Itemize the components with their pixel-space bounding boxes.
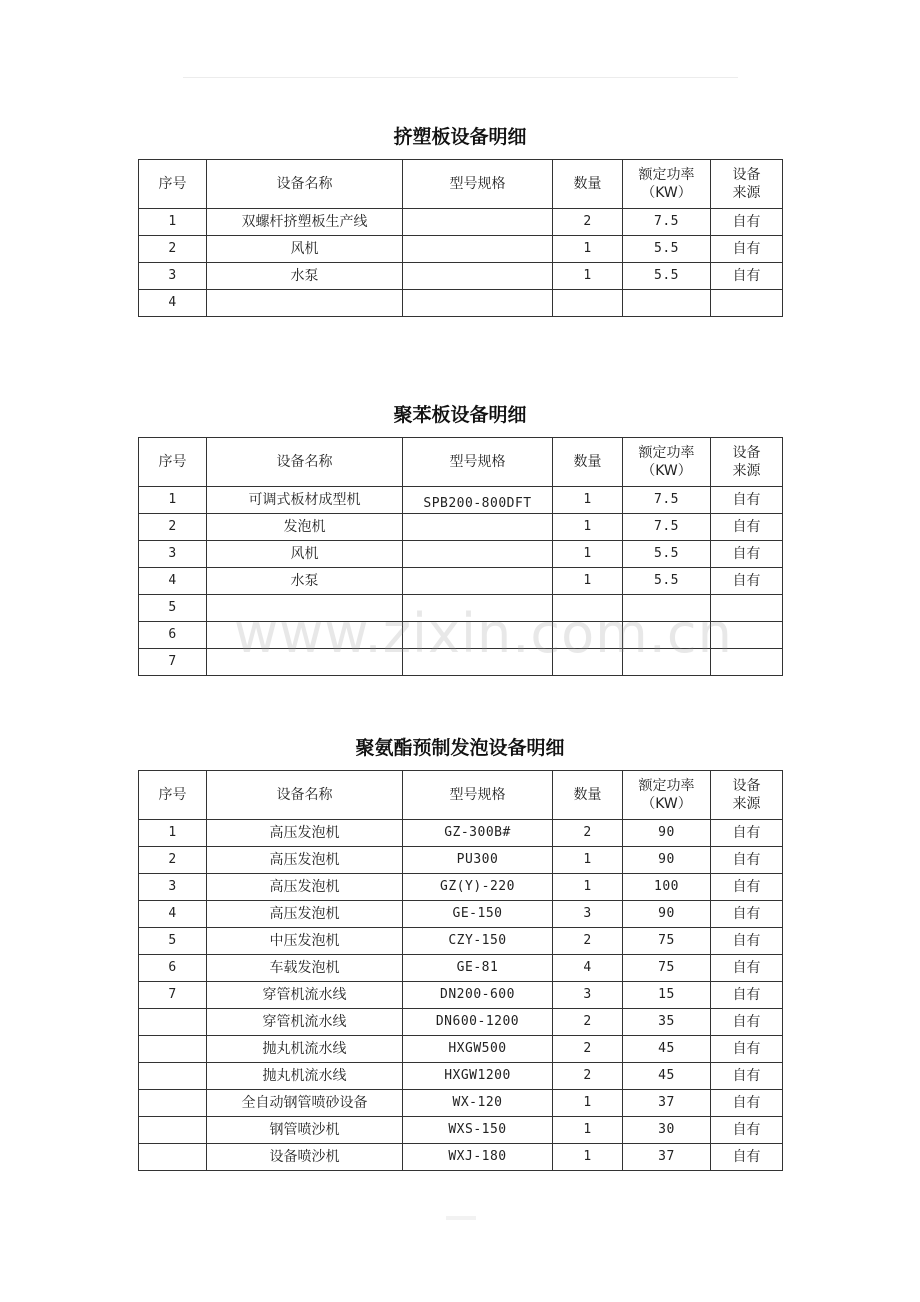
cell-power: 90 bbox=[623, 901, 711, 928]
cell-source: 自有 bbox=[711, 1036, 783, 1063]
table-row bbox=[139, 514, 783, 541]
cell-index bbox=[139, 1117, 207, 1144]
cell-power: 90 bbox=[623, 847, 711, 874]
cell-spec: GZ-300B# bbox=[403, 820, 553, 847]
table-row bbox=[139, 263, 783, 290]
header-spec: 型号规格 bbox=[403, 160, 553, 209]
cell-power: 7.5 bbox=[623, 209, 711, 236]
table-header-row bbox=[139, 771, 783, 820]
cell-spec bbox=[403, 568, 553, 595]
cell-power: 30 bbox=[623, 1117, 711, 1144]
table-row bbox=[139, 1090, 783, 1117]
cell-power: 5.5 bbox=[623, 263, 711, 290]
cell-source: 自有 bbox=[711, 1009, 783, 1036]
cell-name: 高压发泡机 bbox=[207, 901, 403, 928]
cell-qty: 1 bbox=[553, 1090, 623, 1117]
header-index: 序号 bbox=[139, 438, 207, 487]
cell-qty: 1 bbox=[553, 874, 623, 901]
cell-name: 中压发泡机 bbox=[207, 928, 403, 955]
equipment-table-xps bbox=[138, 159, 783, 317]
table-title-xps: 挤塑板设备明细 bbox=[393, 126, 527, 148]
header-name: 设备名称 bbox=[207, 771, 403, 820]
cell-name: 抛丸机流水线 bbox=[207, 1036, 403, 1063]
cell-power: 100 bbox=[623, 874, 711, 901]
cell-source: 自有 bbox=[711, 514, 783, 541]
footer-mark bbox=[446, 1216, 476, 1220]
cell-name: 抛丸机流水线 bbox=[207, 1063, 403, 1090]
cell-source: 自有 bbox=[711, 928, 783, 955]
table-row bbox=[139, 541, 783, 568]
cell-name: 穿管机流水线 bbox=[207, 1009, 403, 1036]
cell-index: 1 bbox=[139, 820, 207, 847]
cell-source: 自有 bbox=[711, 955, 783, 982]
cell-spec: GE-81 bbox=[403, 955, 553, 982]
cell-spec: SPB200-800DFT bbox=[403, 487, 553, 514]
cell-power: 35 bbox=[623, 1009, 711, 1036]
cell-qty bbox=[553, 290, 623, 317]
header-source: 设备 来源 bbox=[711, 438, 783, 487]
cell-name: 可调式板材成型机 bbox=[207, 487, 403, 514]
cell-qty: 2 bbox=[553, 1036, 623, 1063]
cell-name: 高压发泡机 bbox=[207, 820, 403, 847]
cell-index: 6 bbox=[139, 622, 207, 649]
cell-spec bbox=[403, 514, 553, 541]
cell-index: 4 bbox=[139, 290, 207, 317]
cell-name: 发泡机 bbox=[207, 514, 403, 541]
cell-index: 5 bbox=[139, 928, 207, 955]
table-header-row bbox=[139, 160, 783, 209]
cell-name bbox=[207, 290, 403, 317]
table-row bbox=[139, 568, 783, 595]
cell-index: 3 bbox=[139, 541, 207, 568]
cell-qty: 2 bbox=[553, 928, 623, 955]
table-title-eps: 聚苯板设备明细 bbox=[393, 404, 527, 426]
cell-power: 5.5 bbox=[623, 541, 711, 568]
cell-power: 75 bbox=[623, 928, 711, 955]
cell-name: 穿管机流水线 bbox=[207, 982, 403, 1009]
cell-power: 5.5 bbox=[623, 236, 711, 263]
cell-power: 45 bbox=[623, 1036, 711, 1063]
cell-index: 5 bbox=[139, 595, 207, 622]
equipment-table-pu bbox=[138, 770, 783, 1171]
cell-qty: 3 bbox=[553, 982, 623, 1009]
cell-power: 7.5 bbox=[623, 487, 711, 514]
cell-name: 车载发泡机 bbox=[207, 955, 403, 982]
cell-qty: 2 bbox=[553, 820, 623, 847]
cell-power: 37 bbox=[623, 1090, 711, 1117]
table-row bbox=[139, 847, 783, 874]
cell-qty: 1 bbox=[553, 514, 623, 541]
cell-spec: WX-120 bbox=[403, 1090, 553, 1117]
cell-index: 7 bbox=[139, 649, 207, 676]
cell-source: 自有 bbox=[711, 263, 783, 290]
table-row bbox=[139, 290, 783, 317]
cell-power bbox=[623, 290, 711, 317]
cell-index bbox=[139, 1009, 207, 1036]
cell-name: 设备喷沙机 bbox=[207, 1144, 403, 1171]
table-row bbox=[139, 820, 783, 847]
cell-name: 水泵 bbox=[207, 568, 403, 595]
cell-spec: GE-150 bbox=[403, 901, 553, 928]
cell-source: 自有 bbox=[711, 209, 783, 236]
cell-qty: 1 bbox=[553, 847, 623, 874]
cell-source: 自有 bbox=[711, 874, 783, 901]
cell-index: 6 bbox=[139, 955, 207, 982]
cell-name: 钢管喷沙机 bbox=[207, 1117, 403, 1144]
cell-source: 自有 bbox=[711, 901, 783, 928]
header-power: 额定功率 （KW） bbox=[623, 160, 711, 209]
cell-qty: 1 bbox=[553, 568, 623, 595]
cell-index: 7 bbox=[139, 982, 207, 1009]
cell-qty: 3 bbox=[553, 901, 623, 928]
cell-name: 水泵 bbox=[207, 263, 403, 290]
cell-index: 2 bbox=[139, 236, 207, 263]
cell-source bbox=[711, 290, 783, 317]
cell-qty: 2 bbox=[553, 209, 623, 236]
cell-spec: CZY-150 bbox=[403, 928, 553, 955]
cell-spec bbox=[403, 290, 553, 317]
cell-spec: DN600-1200 bbox=[403, 1009, 553, 1036]
cell-spec: DN200-600 bbox=[403, 982, 553, 1009]
page-header-rule bbox=[183, 77, 738, 78]
cell-qty: 2 bbox=[553, 1063, 623, 1090]
cell-source: 自有 bbox=[711, 820, 783, 847]
cell-spec bbox=[403, 236, 553, 263]
cell-source: 自有 bbox=[711, 541, 783, 568]
cell-index: 4 bbox=[139, 901, 207, 928]
table-header-row bbox=[139, 438, 783, 487]
cell-source: 自有 bbox=[711, 1063, 783, 1090]
cell-index bbox=[139, 1036, 207, 1063]
cell-index bbox=[139, 1063, 207, 1090]
cell-name: 风机 bbox=[207, 236, 403, 263]
table-row bbox=[139, 955, 783, 982]
header-name: 设备名称 bbox=[207, 160, 403, 209]
cell-spec bbox=[403, 263, 553, 290]
cell-spec: WXJ-180 bbox=[403, 1144, 553, 1171]
cell-spec: PU300 bbox=[403, 847, 553, 874]
table-row bbox=[139, 1036, 783, 1063]
cell-source: 自有 bbox=[711, 847, 783, 874]
cell-name: 双螺杆挤塑板生产线 bbox=[207, 209, 403, 236]
table-row bbox=[139, 1144, 783, 1171]
table-row bbox=[139, 487, 783, 514]
cell-source: 自有 bbox=[711, 568, 783, 595]
table-row bbox=[139, 1009, 783, 1036]
cell-source: 自有 bbox=[711, 1144, 783, 1171]
cell-index: 2 bbox=[139, 514, 207, 541]
header-spec: 型号规格 bbox=[403, 438, 553, 487]
cell-spec: GZ(Y)-220 bbox=[403, 874, 553, 901]
cell-source: 自有 bbox=[711, 236, 783, 263]
cell-spec: HXGW500 bbox=[403, 1036, 553, 1063]
cell-index: 3 bbox=[139, 874, 207, 901]
cell-qty: 1 bbox=[553, 1117, 623, 1144]
table-row bbox=[139, 874, 783, 901]
cell-name: 高压发泡机 bbox=[207, 847, 403, 874]
cell-source: 自有 bbox=[711, 487, 783, 514]
header-qty: 数量 bbox=[553, 160, 623, 209]
cell-power: 7.5 bbox=[623, 514, 711, 541]
header-source: 设备 来源 bbox=[711, 771, 783, 820]
cell-power: 45 bbox=[623, 1063, 711, 1090]
table-row bbox=[139, 236, 783, 263]
cell-index: 2 bbox=[139, 847, 207, 874]
header-power: 额定功率 （KW） bbox=[623, 771, 711, 820]
cell-qty: 1 bbox=[553, 541, 623, 568]
cell-index: 1 bbox=[139, 209, 207, 236]
header-qty: 数量 bbox=[553, 771, 623, 820]
cell-index bbox=[139, 1090, 207, 1117]
cell-index bbox=[139, 1144, 207, 1171]
cell-spec: WXS-150 bbox=[403, 1117, 553, 1144]
table-row bbox=[139, 928, 783, 955]
header-qty: 数量 bbox=[553, 438, 623, 487]
cell-qty: 4 bbox=[553, 955, 623, 982]
cell-index: 4 bbox=[139, 568, 207, 595]
cell-index: 1 bbox=[139, 487, 207, 514]
header-spec: 型号规格 bbox=[403, 771, 553, 820]
cell-power: 15 bbox=[623, 982, 711, 1009]
table-row bbox=[139, 901, 783, 928]
cell-name: 风机 bbox=[207, 541, 403, 568]
table-row bbox=[139, 1063, 783, 1090]
table-title-pu: 聚氨酯预制发泡设备明细 bbox=[355, 737, 565, 759]
header-index: 序号 bbox=[139, 771, 207, 820]
table-row bbox=[139, 209, 783, 236]
header-index: 序号 bbox=[139, 160, 207, 209]
cell-index: 3 bbox=[139, 263, 207, 290]
cell-qty: 2 bbox=[553, 1009, 623, 1036]
watermark-text: www.zixin.com.cn bbox=[234, 602, 733, 665]
table-row bbox=[139, 1117, 783, 1144]
cell-source: 自有 bbox=[711, 982, 783, 1009]
cell-power: 75 bbox=[623, 955, 711, 982]
cell-name: 全自动钢管喷砂设备 bbox=[207, 1090, 403, 1117]
header-power: 额定功率 （KW） bbox=[623, 438, 711, 487]
table-row bbox=[139, 982, 783, 1009]
cell-spec: HXGW1200 bbox=[403, 1063, 553, 1090]
cell-qty: 1 bbox=[553, 1144, 623, 1171]
header-source: 设备 来源 bbox=[711, 160, 783, 209]
cell-power: 5.5 bbox=[623, 568, 711, 595]
cell-qty: 1 bbox=[553, 236, 623, 263]
cell-qty: 1 bbox=[553, 487, 623, 514]
cell-spec bbox=[403, 209, 553, 236]
cell-power: 90 bbox=[623, 820, 711, 847]
header-name: 设备名称 bbox=[207, 438, 403, 487]
cell-name: 高压发泡机 bbox=[207, 874, 403, 901]
cell-qty: 1 bbox=[553, 263, 623, 290]
cell-source: 自有 bbox=[711, 1090, 783, 1117]
cell-spec bbox=[403, 541, 553, 568]
cell-power: 37 bbox=[623, 1144, 711, 1171]
cell-source: 自有 bbox=[711, 1117, 783, 1144]
